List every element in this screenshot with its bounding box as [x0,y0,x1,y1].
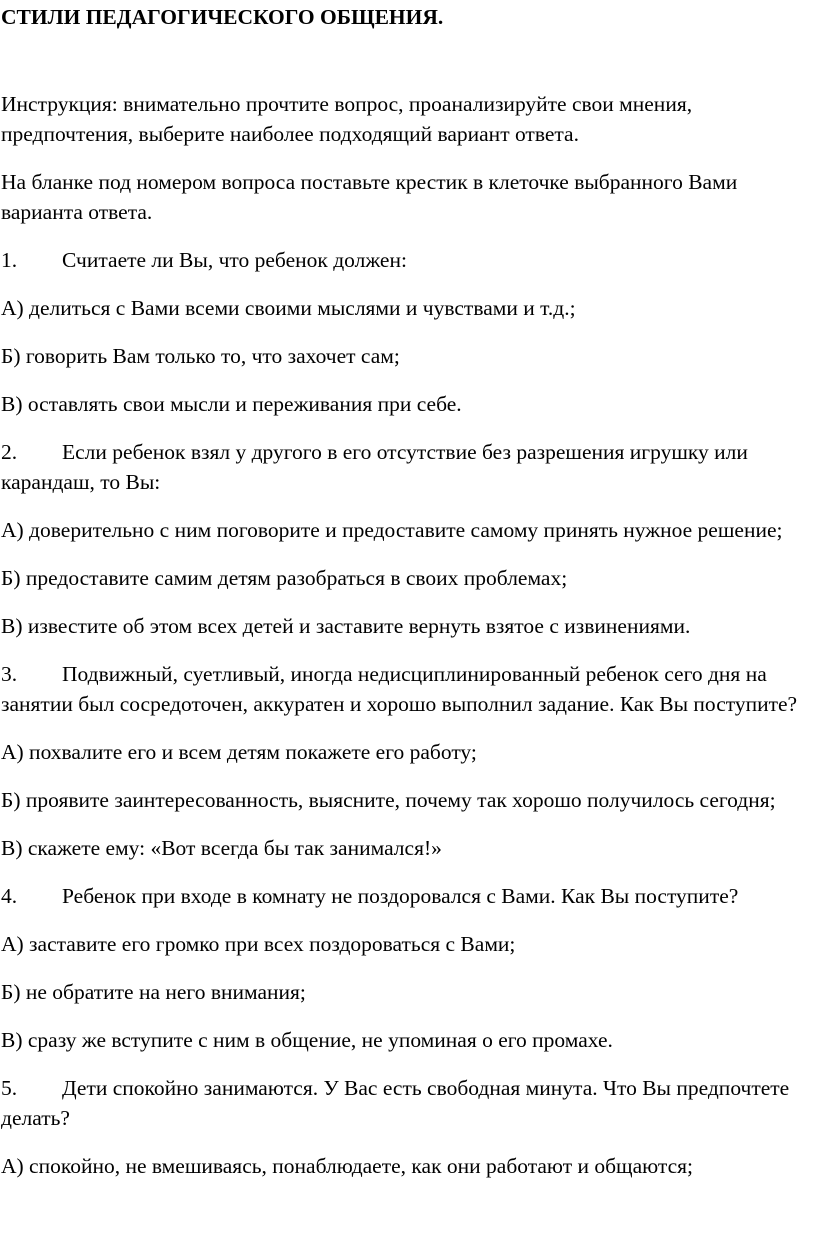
question-text [1,437,812,497]
question-block [1,1073,812,1181]
answer-option: Б) проявите заинтересованность, выясните, почему так хорошо получилось сегодня; [1,788,776,812]
instruction-paragraph-2: На бланке под номером вопроса поставьте крестик в клеточке выбранного Вами варианта ответа. [1,170,738,224]
answer-option: А) доверительно с ним поговорите и предоставите самому принять нужное решение; [1,518,783,542]
question-block [1,659,812,863]
question-text [1,1073,812,1133]
question-body: Если ребенок взял у другого в его отсутствие без разрешения игрушку или карандаш, то Вы: [1,440,748,494]
question-body: Считаете ли Вы, что ребенок должен: [62,248,407,272]
question-body: Дети спокойно занимаются. У Вас есть свободная минута. Что Вы предпочтете делать? [1,1076,790,1130]
answer-option: В) оставлять свои мысли и переживания при себе. [1,392,462,416]
document-title: СТИЛИ ПЕДАГОГИЧЕСКОГО ОБЩЕНИЯ. [1,5,444,29]
question-number: 1. [1,248,18,272]
answer-option: А) похвалите его и всем детям покажете его работу; [1,740,477,764]
answer-option: А) заставите его громко при всех поздороваться с Вами; [1,932,516,956]
question-number: 4. [1,884,18,908]
answer-option: Б) говорить Вам только то, что захочет сам; [1,344,400,368]
answer-option: Б) предоставите самим детям разобраться в своих проблемах; [1,566,568,590]
title-spacer [1,32,812,89]
question-number: 3. [1,662,18,686]
answer-option: А) делиться с Вами всеми своими мыслями и чувствами и т.д.; [1,296,576,320]
question-number: 5. [1,1076,18,1100]
answer-option: В) скажете ему: «Вот всегда бы так занимался!» [1,836,442,860]
answer-option: В) сразу же вступите с ним в общение, не упоминая о его промахе. [1,1028,613,1052]
question-block [1,881,812,1055]
question-body: Подвижный, суетливый, иногда недисциплинированный ребенок сего дня на занятии был сосредоточен, аккуратен и хорошо выполнил задание. Как Вы поступите? [1,662,798,716]
question-text [1,881,812,911]
question-body: Ребенок при входе в комнату не поздоровался с Вами. Как Вы поступите? [62,884,739,908]
answer-option: В) известите об этом всех детей и заставите вернуть взятое с извинениями. [1,614,691,638]
instruction-paragraph: Инструкция: внимательно прочтите вопрос, проанализируйте свои мнения, предпочтения, выберите наиболее подходящий вариант ответа. [1,92,693,146]
question-block [1,437,812,641]
question-text [1,659,812,719]
document-body [0,2,816,1181]
answer-option: Б) не обратите на него внимания; [1,980,306,1004]
question-number: 2. [1,440,18,464]
question-text [1,245,812,275]
question-block [1,245,812,419]
answer-option: А) спокойно, не вмешиваясь, понаблюдаете, как они работают и общаются; [1,1154,693,1178]
